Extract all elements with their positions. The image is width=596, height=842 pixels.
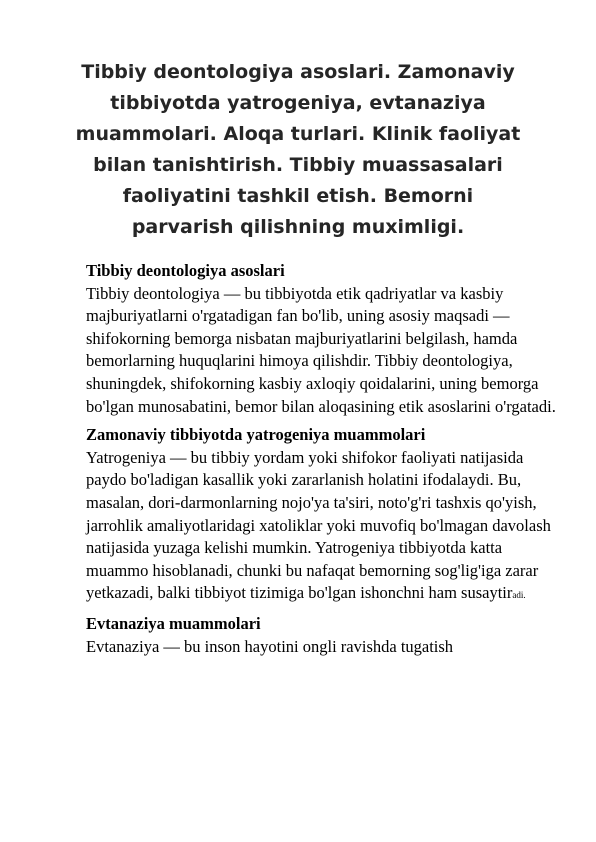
section-paragraph: Evtanaziya — bu inson hayotini ongli ravishda tugatish: [86, 636, 454, 656]
section-paragraph: Tibbiy deontologiya — bu tibbiyotda etik qadriyatlar va kasbiy majburiyatlarni o'rgatadigan fan bo'lib, uning asosiy maqsadi — shifokorning bemorga nisbatan majburiyatlarini belgilash, hamda bemorlarning huquqlarini himoya qilishdir. Tibbiy deontologiya, shuningdek, shifokorning kasbiy axloqiy qoidalarini, uning bemorga bo'lgan munosabatini, bemor bilan aloqasining etik asoslarini o'rgatadi.: [86, 283, 556, 416]
section-paragraph: [86, 447, 556, 607]
paragraph-small-suffix: adi.: [512, 590, 526, 601]
document-title: Tibbiy deontologiya asoslari. Zamonaviy tibbiyotda yatrogeniya, evtanaziya muammolari. Aloqa turlari. Klinik faoliyat bilan tanishtirish. Tibbiy muassasalari faoliyatini tashkil etish. Bemorni parvarish qilishning muximligi.: [75, 61, 521, 238]
section-euthanasia: [86, 613, 556, 658]
section-heading: Evtanaziya muammolari: [86, 613, 261, 633]
section-heading: Zamonaviy tibbiyotda yatrogeniya muammolari: [86, 425, 426, 445]
section-heading: Tibbiy deontologiya asoslari: [86, 261, 285, 280]
paragraph-text: Yatrogeniya — bu tibbiy yordam yoki shifokor faoliyati natijasida paydo bo'ladigan kasallik yoki zararlanish holatini ifodalaydi. Bu, masalan, dori-darmonlarning nojo'ya ta'siri, noto'g'ri tashxis qo'yish, jarrohlik amaliyotlaridagi xatoliklar yoki muvofiq bo'lmagan davolash natijasida yuzaga kelishi mumkin. Yatrogeniya tibbiyotda katta muammo hisoblanadi, chunki bu nafaqat bemorning sog'lig'iga zarar yetkazadi, balki tibbiyot tizimiga bo'lgan ishonchni ham susaytir: [86, 447, 551, 603]
section-iatrogeny: [86, 424, 556, 607]
document-body: [86, 260, 556, 664]
section-deontology: [86, 260, 556, 418]
